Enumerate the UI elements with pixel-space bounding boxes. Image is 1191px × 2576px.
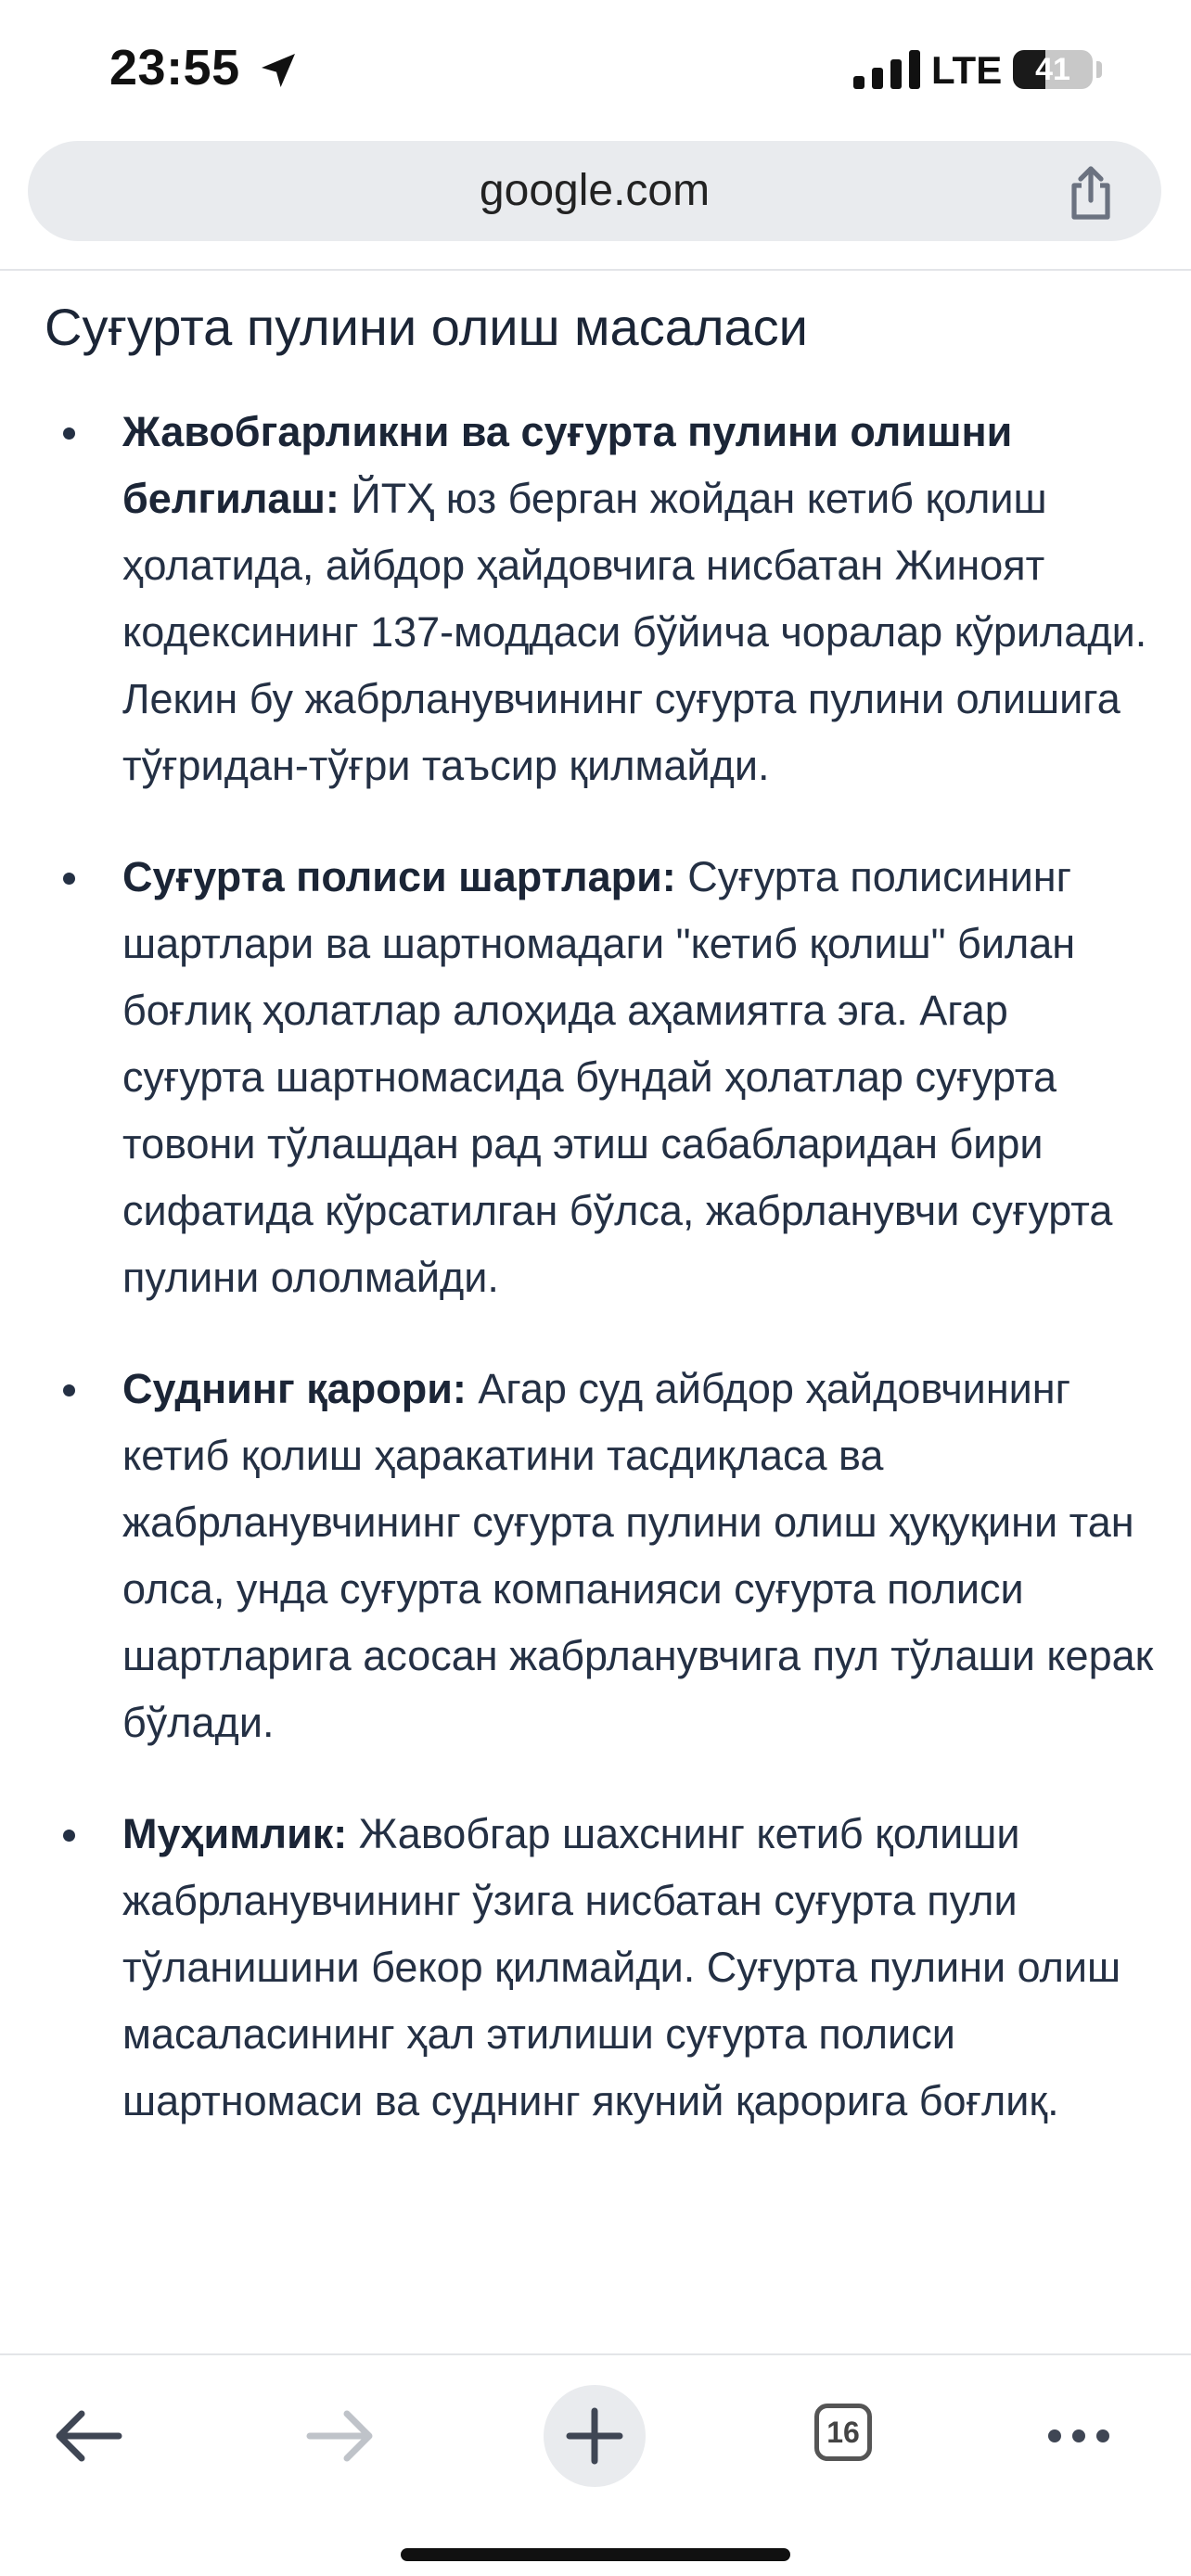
- bullet-heading: Суднинг қарори:: [122, 1365, 467, 1412]
- bullet-text: Жавобгар шахснинг кетиб қолиши жабрланувчининг ўзига нисбатан суғурта пули тўланишини бекор қилмайди. Суғурта пулини олиш масаласининг ҳал этилиши суғурта полиси шартномаси ва суднинг якуний қарорига боғлиқ.: [122, 1810, 1121, 2124]
- address-bar[interactable]: [28, 141, 1161, 241]
- list-item: [0, 1801, 1191, 2135]
- battery-level: 41: [1035, 52, 1070, 87]
- bullet-text: Агар суд айбдор ҳайдовчининг кетиб қолиш ҳаракатини тасдиқласа ва жабрланувчининг суғурта пулини олиш ҳуқуқини тан олса, унда суғурта компанияси суғурта полиси шартларига асосан жабрланувчига пул тўлаши керак бўлади.: [122, 1365, 1154, 1746]
- forward-button[interactable]: [289, 2385, 391, 2487]
- battery-nub: [1096, 61, 1102, 78]
- arrow-left-icon: [37, 2385, 139, 2487]
- page-title: Суғурта пулини олиш масаласи: [45, 298, 808, 356]
- bullet-text: ЙТҲ юз берган жойдан кетиб қолиш ҳолатида, айбдор ҳайдовчига нисбатан Жиноят кодексининг 137-моддаси бўйича чоралар кўрилади. Лекин бу жабрланувчининг суғурта пулини олишига тўғридан-тўғри таъсир қилмайди.: [122, 475, 1147, 789]
- network-type: LTE: [931, 48, 1003, 92]
- arrow-right-icon: [289, 2385, 391, 2487]
- location-arrow-icon: [256, 48, 301, 93]
- list-item: [0, 399, 1191, 799]
- bullet-heading: Муҳимлик:: [122, 1810, 348, 1857]
- bottom-toolbar: [0, 2355, 1191, 2576]
- new-tab-button[interactable]: [544, 2385, 646, 2487]
- bullet-heading: Жавобгарликни ва суғурта пулини олишни белгилаш:: [122, 408, 1013, 522]
- home-indicator: [401, 2548, 790, 2561]
- status-bar: [0, 0, 1191, 139]
- tabs-button[interactable]: [796, 2385, 898, 2487]
- battery-icon: [1013, 50, 1093, 89]
- bullet-text: Суғурта полисининг шартлари ва шартномадаги "кетиб қолиш" билан боғлиқ ҳолатлар алоҳида аҳамиятга эга. Агар суғурта шартномасида бундай ҳолатлар суғурта товони тўлашдан рад этиш сабабларидан бири сифатида кўрсатилган бўлса, жабрланувчи суғурта пулини ололмайди.: [122, 853, 1113, 1301]
- bullet-heading: Суғурта полиси шартлари:: [122, 853, 676, 900]
- bullet-list: [0, 399, 1191, 2179]
- more-button[interactable]: [1028, 2385, 1130, 2487]
- list-item: [0, 1356, 1191, 1756]
- cellular-signal-icon: [853, 50, 920, 89]
- share-icon[interactable]: [1065, 165, 1117, 221]
- url-text[interactable]: google.com: [479, 166, 711, 215]
- more-dots-icon: [1028, 2385, 1130, 2487]
- status-time: 23:55: [109, 40, 240, 96]
- list-item: [0, 844, 1191, 1311]
- plus-icon: [544, 2385, 646, 2487]
- back-button[interactable]: [37, 2385, 139, 2487]
- page-content: [0, 271, 1191, 2353]
- tab-count: 16: [826, 2416, 860, 2449]
